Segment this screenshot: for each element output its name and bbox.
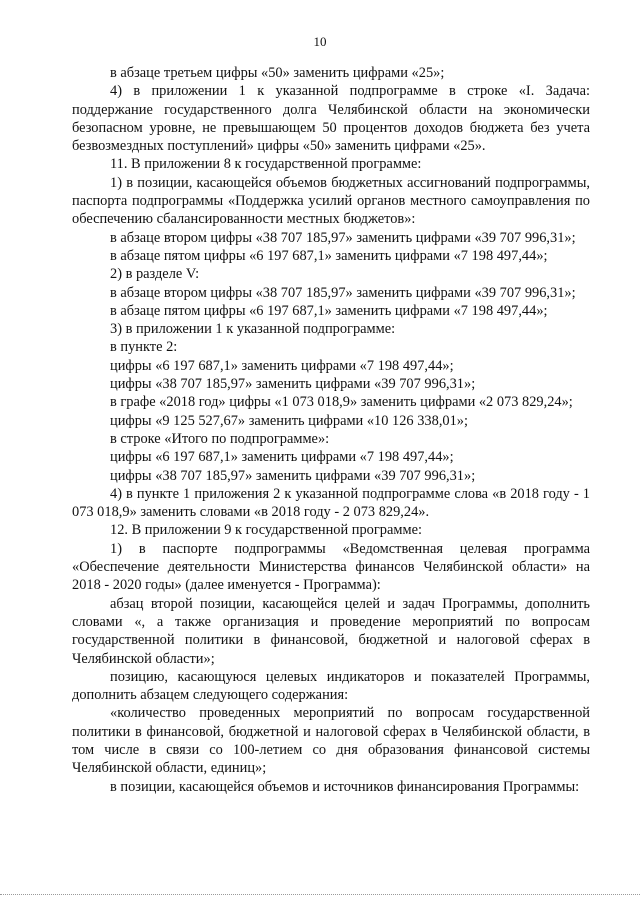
paragraph: абзац второй позиции, касающейся целей и задач Программы, дополнить словами «, а также организация и проведение мероприятий по вопросам государственной политики в финансовой, бюджетной и налоговой сферах в Челябинской области»; [72, 595, 590, 667]
paragraph: 11. В приложении 8 к государственной программе: [110, 156, 422, 173]
paragraph: цифры «9 125 527,67» заменить цифрами «10 126 338,01»; [110, 412, 468, 429]
paragraph: 2) в разделе V: [110, 266, 200, 283]
paragraph: в абзаце пятом цифры «6 197 687,1» заменить цифрами «7 198 497,44»; [110, 247, 548, 264]
paragraph: в абзаце третьем цифры «50» заменить цифрами «25»; [110, 65, 445, 81]
paragraph: 3) в приложении 1 к указанной подпрограмме: [110, 321, 396, 338]
paragraph: «количество проведенных мероприятий по вопросам государственной политики в финансовой, бюджетной и налоговой сферах в Челябинской области, в том числе в связи со 100-летием со дня образования финансовой системы Челябинской области, единиц»; [72, 705, 590, 777]
paragraph: в строке «Итого по подпрограмме»: [110, 430, 330, 447]
paragraph: в абзаце втором цифры «38 707 185,97» заменить цифрами «39 707 996,31»; [110, 284, 576, 301]
paragraph: 12. В приложении 9 к государственной программе: [110, 522, 422, 539]
page-bottom-rule [0, 894, 640, 895]
paragraph: в позиции, касающейся объемов и источников финансирования Программы: [110, 778, 580, 795]
paragraph: 4) в приложении 1 к указанной подпрограмме в строке «I. Задача: поддержание государственного долга Челябинской области на экономически безопасном уровне, не превышающем 50 процентов доходов бюджета без учета безвозмездных поступлений» цифры «50» заменить цифрами «25». [72, 83, 590, 155]
paragraph: цифры «38 707 185,97» заменить цифрами «39 707 996,31»; [110, 376, 476, 393]
paragraph: 1) в паспорте подпрограммы «Ведомственная целевая программа «Обеспечение деятельности Министерства финансов Челябинской области» на 2018 - 2020 годы» (далее именуется - Программа): [72, 540, 590, 594]
paragraph: в графе «2018 год» цифры «1 073 018,9» заменить цифрами «2 073 829,24»; [110, 394, 573, 411]
document-body [72, 64, 590, 796]
paragraph: в пункте 2: [110, 339, 178, 356]
paragraph: цифры «6 197 687,1» заменить цифрами «7 198 497,44»; [110, 449, 454, 466]
paragraph: позицию, касающуюся целевых индикаторов и показателей Программы, дополнить абзацем следующего содержания: [72, 668, 590, 704]
paragraph: цифры «38 707 185,97» заменить цифрами «39 707 996,31»; [110, 467, 476, 484]
paragraph: в абзаце втором цифры «38 707 185,97» заменить цифрами «39 707 996,31»; [110, 229, 576, 246]
paragraph: цифры «6 197 687,1» заменить цифрами «7 198 497,44»; [110, 357, 454, 374]
paragraph: 4) в пункте 1 приложения 2 к указанной подпрограмме слова «в 2018 году - 1 073 018,9» заменить словами «в 2018 году - 2 073 829,24». [72, 485, 590, 521]
page-number: 10 [313, 34, 327, 49]
paragraph: в абзаце пятом цифры «6 197 687,1» заменить цифрами «7 198 497,44»; [110, 302, 548, 319]
paragraph: 1) в позиции, касающейся объемов бюджетных ассигнований подпрограммы, паспорта подпрограммы «Поддержка усилий органов местного самоуправления по обеспечению сбалансированности местных бюджетов»: [72, 174, 590, 228]
